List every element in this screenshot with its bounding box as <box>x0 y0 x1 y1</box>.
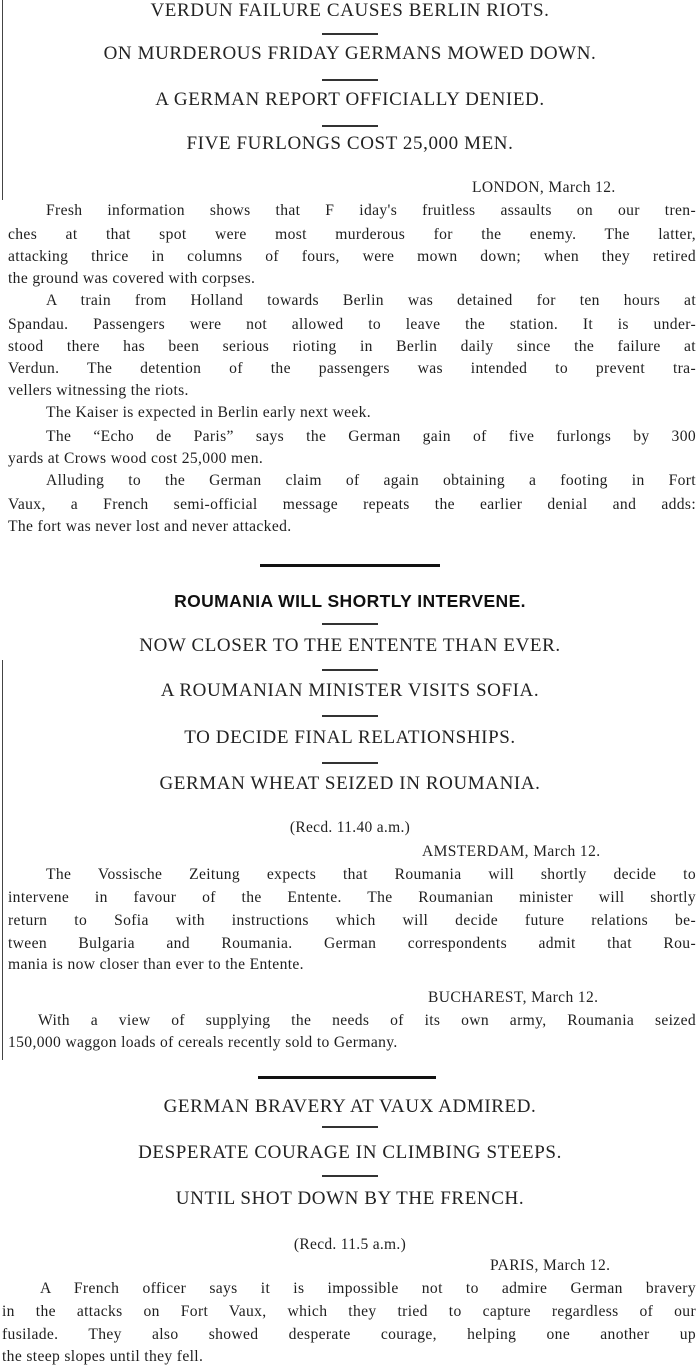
headline-sub: UNTIL SHOT DOWN BY THE FRENCH. <box>175 1188 525 1209</box>
body-line: in the attacks on Fort Vaux, which they tried to capture regardless of our <box>2 1303 696 1320</box>
headline-rule <box>322 762 378 764</box>
headline-rule <box>322 1175 378 1177</box>
headline-sub: FIVE FURLONGS COST 25,000 MEN. <box>186 133 514 154</box>
headline-rule <box>322 1126 378 1128</box>
body-line: yards at Crows wood cost 25,000 men. <box>8 450 264 467</box>
dateline: AMSTERDAM, March 12. <box>422 843 601 860</box>
body-line: vellers witnessing the riots. <box>8 382 189 399</box>
body-line: Fresh information shows that F iday's fruitless assaults on our tren- <box>46 202 696 219</box>
body-line: tween Bulgaria and Roumania. German correspondents admit that Rou- <box>8 935 696 952</box>
headline-sub: GERMAN WHEAT SEIZED IN ROUMANIA. <box>159 773 541 794</box>
headline-sub: ON MURDEROUS FRIDAY GERMANS MOWED DOWN. <box>103 43 597 64</box>
body-line: A French officer says it is impossible not to admire German bravery <box>40 1280 696 1297</box>
article-divider <box>258 1076 436 1079</box>
received-time: (Recd. 11.40 a.m.) <box>289 819 411 836</box>
body-line: A train from Holland towards Berlin was detained for ten hours at <box>46 292 696 309</box>
body-line: The Kaiser is expected in Berlin early next week. <box>46 404 372 421</box>
headline-rule <box>322 715 378 717</box>
body-line: Alluding to the German claim of again obtaining a footing in Fort <box>46 472 696 489</box>
body-line: ches at that spot were most murderous for the enemy. The latter, <box>8 226 696 243</box>
dateline: BUCHAREST, March 12. <box>428 989 599 1006</box>
body-line: stood there has been serious rioting in Berlin daily since the failure at <box>8 338 696 355</box>
headline-sub: A GERMAN REPORT OFFICIALLY DENIED. <box>155 89 545 110</box>
body-line: Vaux, a French semi-official message repeats the earlier denial and adds: <box>8 496 696 513</box>
body-line: return to Sofia with instructions which will decide future relations be- <box>8 912 696 929</box>
headline-rule <box>322 623 378 625</box>
body-line: The Vossische Zeitung expects that Roumania will shortly decide to <box>46 866 696 883</box>
headline-main: VERDUN FAILURE CAUSES BERLIN RIOTS. <box>150 0 550 21</box>
body-line: With a view of supplying the needs of its own army, Roumania seized <box>38 1012 696 1029</box>
body-line: Spandau. Passengers were not allowed to leave the station. It is under- <box>8 316 696 333</box>
body-line: mania is now closer than ever to the Entente. <box>8 956 304 973</box>
headline-main: GERMAN BRAVERY AT VAUX ADMIRED. <box>163 1096 537 1117</box>
body-line: intervene in favour of the Entente. The Roumanian minister will shortly <box>8 889 696 906</box>
body-line: attacking thrice in columns of fours, were mown down; when they retired <box>8 248 696 265</box>
body-line: The “Echo de Paris” says the German gain of five furlongs by 300 <box>46 428 696 445</box>
headline-main: ROUMANIA WILL SHORTLY INTERVENE. <box>174 591 526 611</box>
dateline: PARIS, March 12. <box>490 1257 611 1274</box>
body-line: The fort was never lost and never attacked. <box>8 518 292 535</box>
body-line: 150,000 waggon loads of cereals recently sold to Germany. <box>8 1034 398 1051</box>
body-line: the ground was covered with corpses. <box>8 270 256 287</box>
article-divider <box>260 564 440 567</box>
headline-rule <box>322 79 378 81</box>
headline-rule <box>322 669 378 671</box>
body-line: fusilade. They also showed desperate courage, helping one another up <box>2 1326 696 1343</box>
body-line: Verdun. The detention of the passengers was intended to prevent tra- <box>8 360 696 377</box>
body-line: the steep slopes until they fell. <box>2 1348 204 1365</box>
headline-sub: NOW CLOSER TO THE ENTENTE THAN EVER. <box>139 635 561 656</box>
received-time: (Recd. 11.5 a.m.) <box>293 1236 407 1253</box>
headline-sub: TO DECIDE FINAL RELATIONSHIPS. <box>184 727 516 748</box>
left-edge-mark <box>2 660 3 1060</box>
headline-rule <box>322 125 378 127</box>
headline-rule <box>322 33 378 35</box>
headline-sub: DESPERATE COURAGE IN CLIMBING STEEPS. <box>138 1142 562 1163</box>
headline-sub: A ROUMANIAN MINISTER VISITS SOFIA. <box>160 680 540 701</box>
dateline: LONDON, March 12. <box>472 179 616 196</box>
